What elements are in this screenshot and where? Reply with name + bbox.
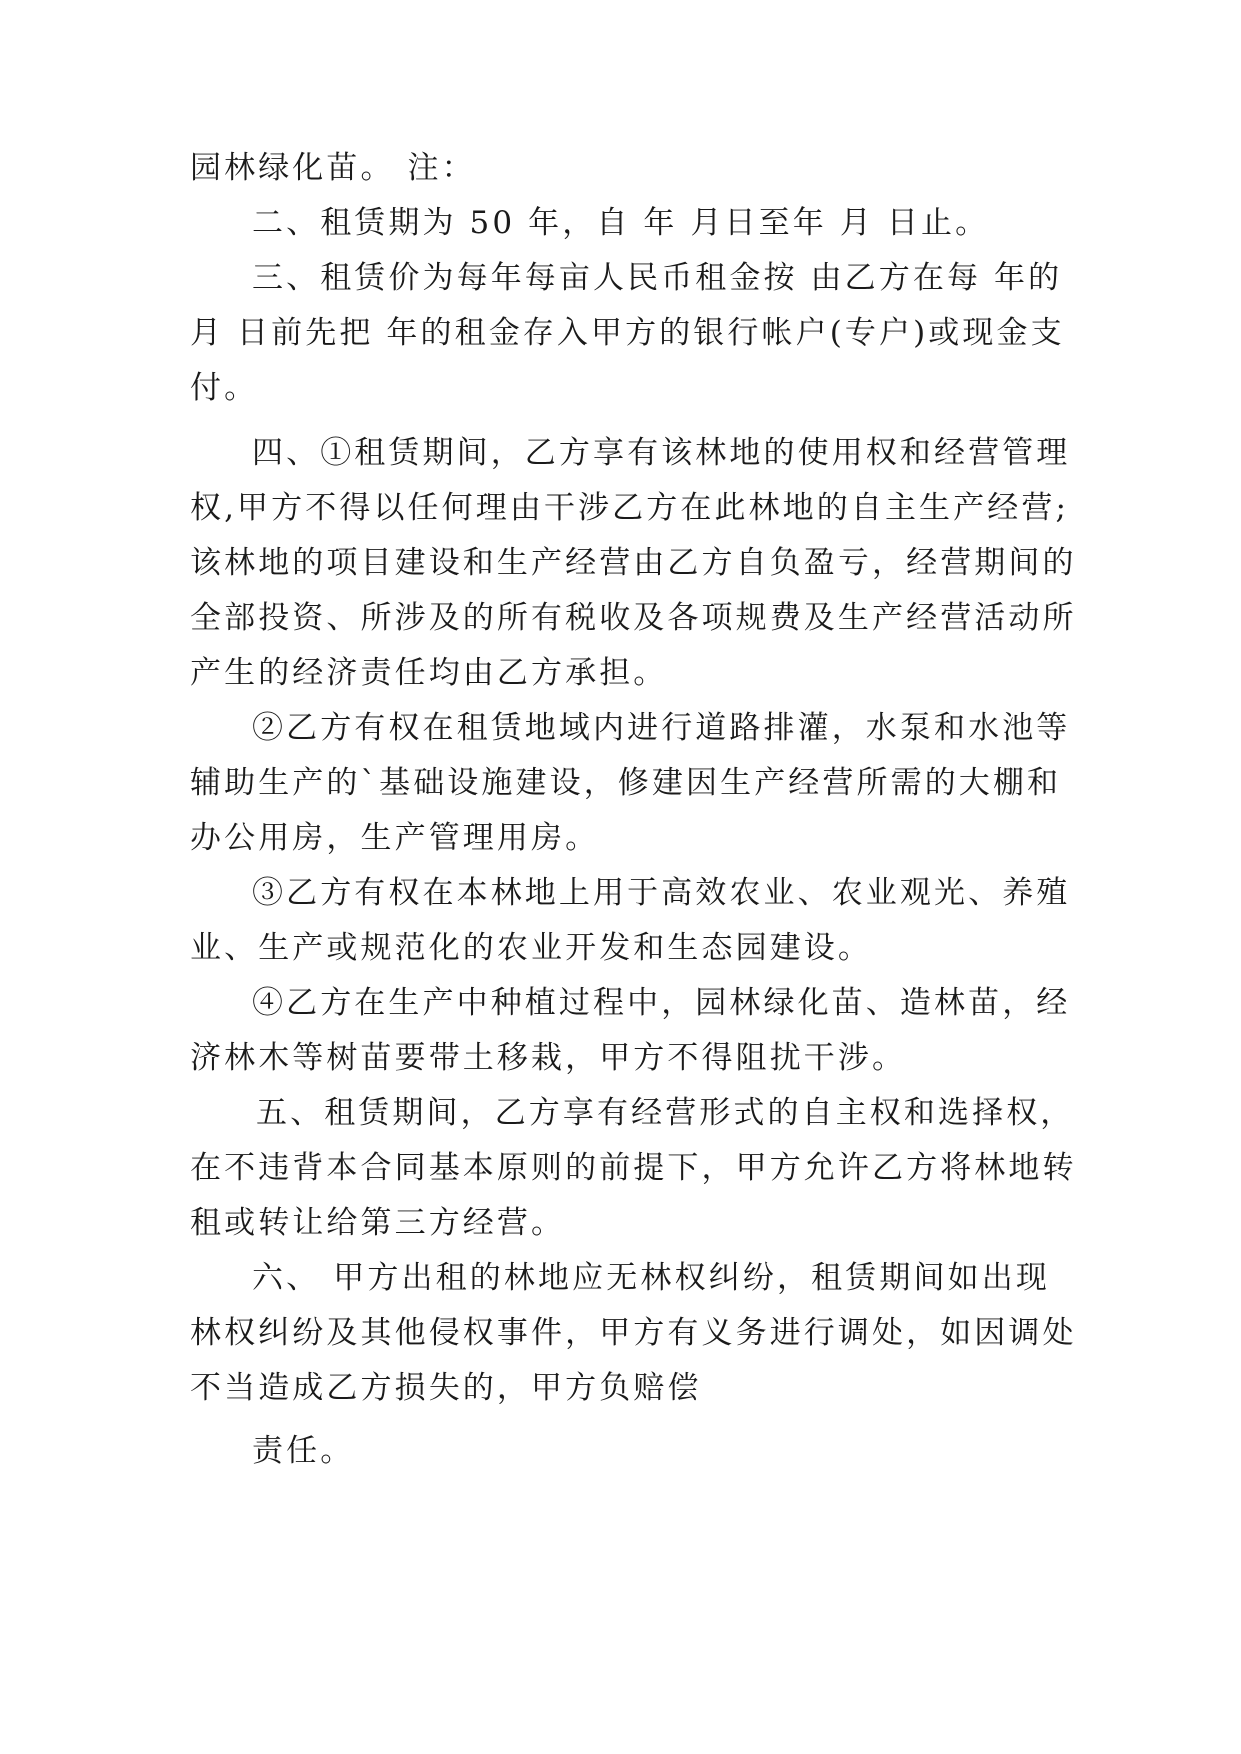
text-line-4: 月 日前先把 年的租金存入甲方的银行帐户(专户)或现金支	[190, 315, 1065, 351]
text-line-9: 全部投资、所涉及的所有税收及各项规费及生产经营活动所	[190, 600, 1077, 636]
text-line-7: 权,甲方不得以任何理由干涉乙方在此林地的自主生产经营;	[190, 490, 1069, 526]
text-line-22: 林权纠纷及其他侵权事件，甲方有义务进行调处，如因调处	[190, 1315, 1077, 1351]
text-line-16: ④乙方在生产中种植过程中，园林绿化苗、造林苗，经	[252, 985, 1071, 1021]
text-line-5: 付。	[190, 370, 259, 406]
text-line-15: 业、生产或规范化的农业开发和生态园建设。	[190, 930, 872, 966]
text-line-17: 济林木等树苗要带土移栽，甲方不得阻扰干涉。	[190, 1040, 907, 1076]
text-line-10: 产生的经济责任均由乙方承担。	[190, 655, 668, 691]
text-line-23: 不当造成乙方损失的，甲方负赔偿	[190, 1370, 702, 1406]
text-line-6: 四、①租赁期间，乙方享有该林地的使用权和经营管理	[252, 435, 1071, 471]
text-line-1: 园林绿化苗。 注：	[190, 150, 476, 186]
text-line-24: 责任。	[252, 1433, 355, 1469]
text-line-13: 办公用房，生产管理用房。	[190, 820, 600, 856]
text-line-14: ③乙方有权在本林地上用于高效农业、农业观光、养殖	[252, 875, 1071, 911]
text-line-2: 二、租赁期为 50 年，自 年 月日至年 月 日止。	[252, 205, 990, 241]
text-line-3: 三、租赁价为每年每亩人民币租金按 由乙方在每 年的	[252, 260, 1063, 296]
text-line-8: 该林地的项目建设和生产经营由乙方自负盈亏，经营期间的	[190, 545, 1077, 581]
text-line-20: 租或转让给第三方经营。	[190, 1205, 566, 1241]
text-line-11: ②乙方有权在租赁地域内进行道路排灌，水泵和水池等	[252, 710, 1071, 746]
text-line-21: 六、 甲方出租的林地应无林权纠纷，租赁期间如出现	[252, 1260, 1050, 1296]
text-line-12: 辅助生产的`基础设施建设，修建因生产经营所需的大棚和	[190, 765, 1062, 801]
text-line-19: 在不违背本合同基本原则的前提下，甲方允许乙方将林地转	[190, 1150, 1077, 1186]
text-line-18: 五、租赁期间，乙方享有经营形式的自主权和选择权，	[256, 1095, 1075, 1131]
